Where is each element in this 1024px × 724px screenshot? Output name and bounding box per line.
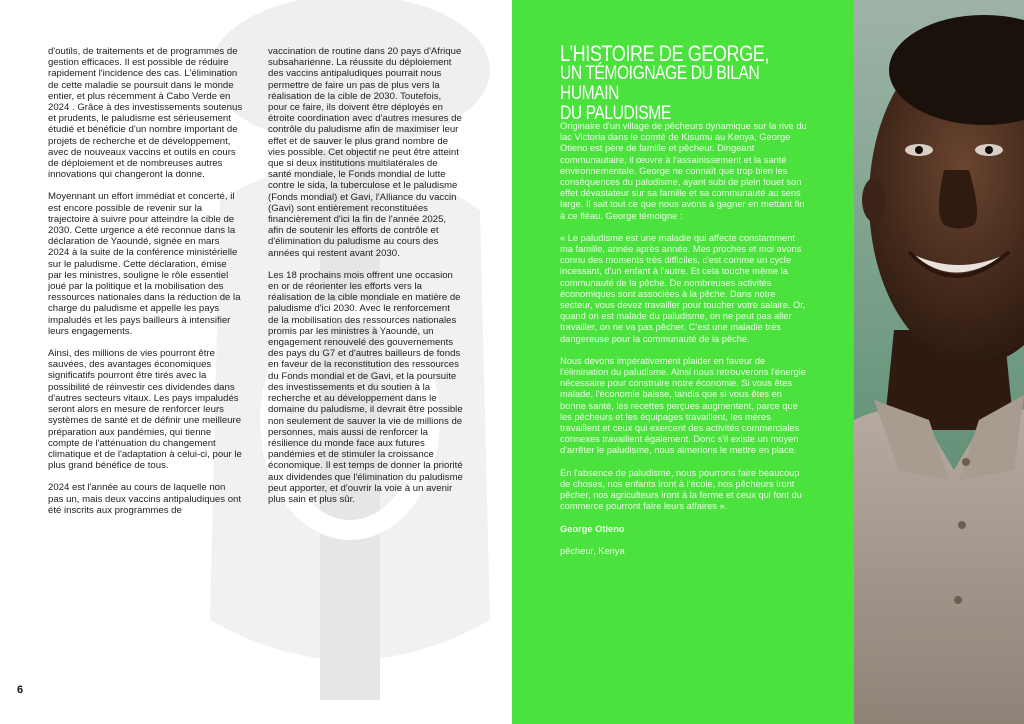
story-paragraph: Originaire d'un village de pêcheurs dynamique sur la rive du lac Victoria dans le comté de Kisumu au Kenya, George Otieno est père de famille et pêcheur. Dingeant communautaire, il œuvre à l'assainissement et la santé environnementale. George ne connaît que trop bien les conséquences du paludisme, ayant subi de plein fouet son effet dévastateur sur sa famille et sa communauté au sens large. Il sait tout ce que nous avons à gagner en mettant fin à ce fléau. George témoigne : bbox=[560, 121, 807, 221]
story-title-line-2: UN TÉMOIGNAGE DU BILAN HUMAIN bbox=[560, 63, 760, 104]
photo-pupil-right bbox=[985, 146, 993, 154]
photo-button bbox=[954, 596, 962, 604]
photo-pupil-left bbox=[915, 146, 923, 154]
story-title bbox=[560, 41, 798, 124]
text-column-2 bbox=[268, 46, 463, 516]
story-paragraph: En l'absence de paludisme, nous pourrons faire beaucoup de choses, nos enfants iront à l'école, nos pêcheurs iront pêcher, nos agriculteurs iront à la ferme et ceux qui font du commerce pourront faire leurs affaires ». bbox=[560, 467, 802, 512]
paragraph: Moyennant un effort immédiat et concerté, il est encore possible de revenir sur la trajectoire à suivre pour atteindre la cible de 2030. Cette urgence a été reconnue dans la déclaration de Yaoundé, signée en mars 2024 à la suite de la conférence ministérielle sur le paludisme. Cette déclaration, émise par les ministres, souligne le rôle essentiel joué par la politique et la mobilisation des ressources nationales dans la réduction de la charge du paludisme et appelle les pays impaludés et les pays bailleurs à intensifier leurs engagements. bbox=[48, 191, 241, 337]
story-paragraph: « Le paludisme est une maladie qui affecte constamment ma famille, année après année. Mes proches et moi avons connu des moments très difficiles, c'est comme un cycle incessant, d'un enfant à l'autre. Et cela touche même la communauté de la pêche. De nombreuses activités économiques sont associées à la pêche. Dans notre secteur, vous devez travailler pour toucher votre salaire. Or, quand on est malade du paludisme, on ne peut pas aller travailler, on ne va pas pêcher. C'est une maladie très dangereuse pour la communauté de la pêche. bbox=[560, 232, 806, 344]
signature-role: pêcheur, Kenya bbox=[560, 545, 625, 556]
photo-nose bbox=[939, 170, 977, 229]
page-number: 6 bbox=[17, 684, 24, 696]
story-body bbox=[560, 121, 810, 568]
paragraph: Ainsi, des millions de vies pourront être sauvées, des avantages économiques significatifs pourront être tirés avec la possibilité de réinvestir ces dividendes dans d'autres secteurs vitaux. Les pays impaludés seront alors en mesure de renforcer leurs systèmes de santé et de définir une meilleure préparation aux pandémies, qui tienne compte de l'atténuation du changement climatique et de l'adaptation à celui-ci, pour le plus grand bénéfice de tous. bbox=[48, 348, 242, 472]
portrait-photo bbox=[854, 0, 1024, 724]
photo-button bbox=[962, 458, 970, 466]
paragraph: d'outils, de traitements et de programmes de gestion efficaces. Il est possible de réduire rapidement l'incidence des cas. L'élimination de cette maladie se poursuit dans le monde entier, et plus récemment à Cabo Verde en 2024 . Grâce à des investissements soutenus et prudents, le paludisme est sérieusement étudié et bénéficie d'un nombre important de projets de recherche et de développement, avec de nouveaux vaccins et outils en cours de déploiement et de nombreuses autres innovations qui changeront la donne. bbox=[48, 46, 243, 181]
story-title-line-3: DU PALUDISME bbox=[560, 103, 671, 124]
paragraph: 2024 est l'année au cours de laquelle non pas un, mais deux vaccins antipaludiques ont été inscrits aux programmes de bbox=[48, 482, 242, 516]
paragraph: vaccination de routine dans 20 pays d'Afrique subsaharienne. La réussite du déploiement des vaccins antipaludiques pourrait nous permettre de faire un pas de plus vers la réalisation de la cible de 2030. Toutefois, pour ce faire, ils doivent être déployés en étroite coordination avec d'autres mesures de contrôle du paludisme afin de maximiser leur effet et de sauver le plus grand nombre de vies possible. Cet objectif ne peut être atteint que si deux institutions multilatérales de santé mondiale, le Fonds mondial de lutte contre le sida, la tuberculose et le paludisme (Fonds mondial) et Gavi, l'Alliance du vaccin (Gavi) sont entièrement reconstituées financièrement d'ici la fin de l'année 2025, afin de soutenir les efforts de contrôle et d'élimination du paludisme au cours des années qui restent avant 2030. bbox=[268, 46, 462, 259]
story-title-line-1: L'HISTOIRE DE GEORGE, bbox=[560, 41, 770, 66]
photo-button bbox=[958, 521, 966, 529]
paragraph: Les 18 prochains mois offrent une occasion en or de réorienter les efforts vers la réalisation de la cible mondiale en matière de paludisme d'ici 2030. Avec le renforcement de la mobilisation des ressources nationales promis par les ministres à Yaoundé, un engagement renouvelé des gouvernements des pays du G7 et d'autres bailleurs de fonds en faveur de la reconstitution des ressources du Fonds mondial et de Gavi, et la poursuite des investissements et du soutien à la recherche et au développement dans le domaine du paludisme, il devrait être possible non seulement de sauver la vie de millions de personnes, mais aussi de renforcer la résilience du monde face aux futures pandémies et de stimuler la croissance économique. Il est temps de donner la priorité aux dividendes que l'élimination du paludisme peut apporter, et d'ouvrir la voie à un avenir plus sain et plus sûr. bbox=[268, 269, 463, 505]
portrait-illustration bbox=[854, 0, 1024, 724]
story-paragraph: Nous devons impérativement plaider en faveur de l'élimination du paludisme. Ainsi nous retrouverons l'énergie nécessaire pour construire notre économie. Si vous êtes malade, l'économie baisse, tandis que si vous êtes en bonne santé, les recettes perçues augmentent, parce que les pêcheurs et les équipages travaillent, les mères travaillent et ceux qui exercent des activités commerciales connexes travaillent également. Donc s'il existe un moyen d'arrêter le paludisme, nous aimerions le mettre en place. bbox=[560, 355, 806, 456]
photo-ear bbox=[862, 178, 886, 222]
text-column-1 bbox=[48, 46, 243, 527]
signature-name: George Otieno bbox=[560, 523, 625, 534]
story-panel bbox=[512, 0, 854, 724]
